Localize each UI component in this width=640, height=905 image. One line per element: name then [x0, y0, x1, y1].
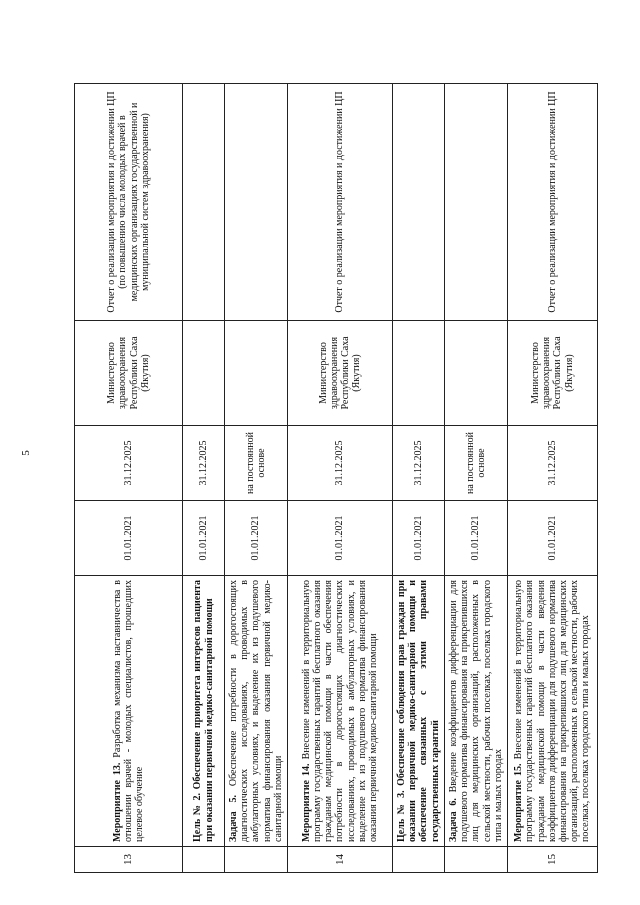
plan-table-rotated — [74, 84, 595, 873]
row-description — [287, 576, 392, 847]
end-date: на постоянной основе — [225, 426, 288, 501]
end-date: на постоянной основе — [444, 426, 507, 501]
table-row — [287, 84, 392, 873]
item-text: Внесение изменений в территориальную программу государственных гарантий бесплатного оказания гражданам медицинской помощи в части введения коэффициентов дифференциации для подушевого норматива финансирования на прикрепившихся лиц для медицинских организаций, расположенных в сельской местности, рабочих поселках, поселках городского типа и малых городах — [513, 580, 592, 842]
end-date: 31.12.2025 — [287, 426, 392, 501]
result-report — [183, 84, 225, 321]
start-date: 01.01.2021 — [507, 501, 597, 576]
plan-table — [74, 83, 598, 873]
item-text: Обеспечение потребности в дорогостоящих диагностических исследованиях, проводимых в амбулаторных условиях, и выделение их из подушевого норматива финансирования оказания первичной медико-санитарной помощи — [228, 579, 284, 842]
item-label: Цель № 3. — [396, 790, 408, 842]
result-report — [392, 84, 444, 321]
row-description — [225, 576, 288, 847]
start-date: 01.01.2021 — [75, 501, 183, 576]
start-date: 01.01.2021 — [392, 501, 444, 576]
row-description — [507, 576, 597, 847]
table-row — [225, 84, 288, 873]
item-text: Обеспечение соблюдения прав граждан при оказании первичной медико-санитарной помощи и обеспечение связанных с этими правами государственных гарантий — [396, 579, 441, 842]
row-description — [392, 576, 444, 847]
row-number: 13 — [75, 847, 183, 873]
end-date: 31.12.2025 — [75, 426, 183, 501]
item-label: Цель № 2. — [192, 793, 204, 842]
page-number: 5 — [19, 450, 32, 456]
item-label: Мероприятие 15. — [513, 763, 525, 842]
result-report — [444, 84, 507, 321]
item-label: Мероприятие 13. — [111, 762, 123, 842]
row-number — [225, 847, 288, 873]
item-text: Внесение изменений в территориальную программу государственных гарантий бесплатного оказания гражданам медицинской помощи в части обеспечения потребности в дорогостоящих диагностических исследованиях, проводимых в амбулаторных условиях, и выделение их из подушевого норматива финансирования оказания первичной медико-санитарной помощи — [300, 580, 379, 842]
result-report: Отчет о реализации мероприятия и достижении ЦП (по повышению числа молодых врачей в медицинских организациях государственной и муниципальной систем здравоохранения) — [75, 84, 183, 321]
executor: Министерство здравоохранения Республики Саха (Якутия) — [287, 321, 392, 426]
start-date: 01.01.2021 — [183, 501, 225, 576]
executor — [183, 321, 225, 426]
item-text: Введение коэффициентов дифференциации для подушевого норматива финансирования на прикрепившихся лиц для медицинских организаций, расположенных в сельской местности, рабочих поселках, поселках городского типа и малых городах — [447, 580, 504, 842]
executor: Министерство здравоохранения Республики Саха (Якутия) — [507, 321, 597, 426]
table-row — [507, 84, 597, 873]
row-number — [392, 847, 444, 873]
table-row — [75, 84, 183, 873]
row-number — [444, 847, 507, 873]
start-date: 01.01.2021 — [444, 501, 507, 576]
executor — [444, 321, 507, 426]
item-label: Мероприятие 14. — [300, 763, 312, 842]
result-report: Отчет о реализации мероприятия и достижении ЦП — [507, 84, 597, 321]
row-number: 15 — [507, 847, 597, 873]
item-text: Разработка механизма наставничества в отношении врачей - молодых специалистов, прошедших целевое обучение — [111, 579, 146, 842]
row-description — [444, 576, 507, 847]
end-date: 31.12.2025 — [507, 426, 597, 501]
row-description — [75, 576, 183, 847]
item-text: Обеспечение приоритета интересов пациента при оказании первичной медико-санитарной помощи — [192, 580, 215, 842]
result-report — [225, 84, 288, 321]
plan-table-body — [75, 84, 598, 873]
end-date: 31.12.2025 — [392, 426, 444, 501]
result-report: Отчет о реализации мероприятия и достижении ЦП — [287, 84, 392, 321]
item-label: Задача 5. — [228, 795, 239, 842]
row-description — [183, 576, 225, 847]
executor — [225, 321, 288, 426]
row-number — [183, 847, 225, 873]
start-date: 01.01.2021 — [225, 501, 288, 576]
item-label: Задача 6. — [447, 798, 459, 842]
table-row — [183, 84, 225, 873]
table-row — [392, 84, 444, 873]
end-date: 31.12.2025 — [183, 426, 225, 501]
start-date: 01.01.2021 — [287, 501, 392, 576]
row-number: 14 — [287, 847, 392, 873]
executor: Министерство здравоохранения Республики Саха (Якутия) — [75, 321, 183, 426]
executor — [392, 321, 444, 426]
table-row — [444, 84, 507, 873]
